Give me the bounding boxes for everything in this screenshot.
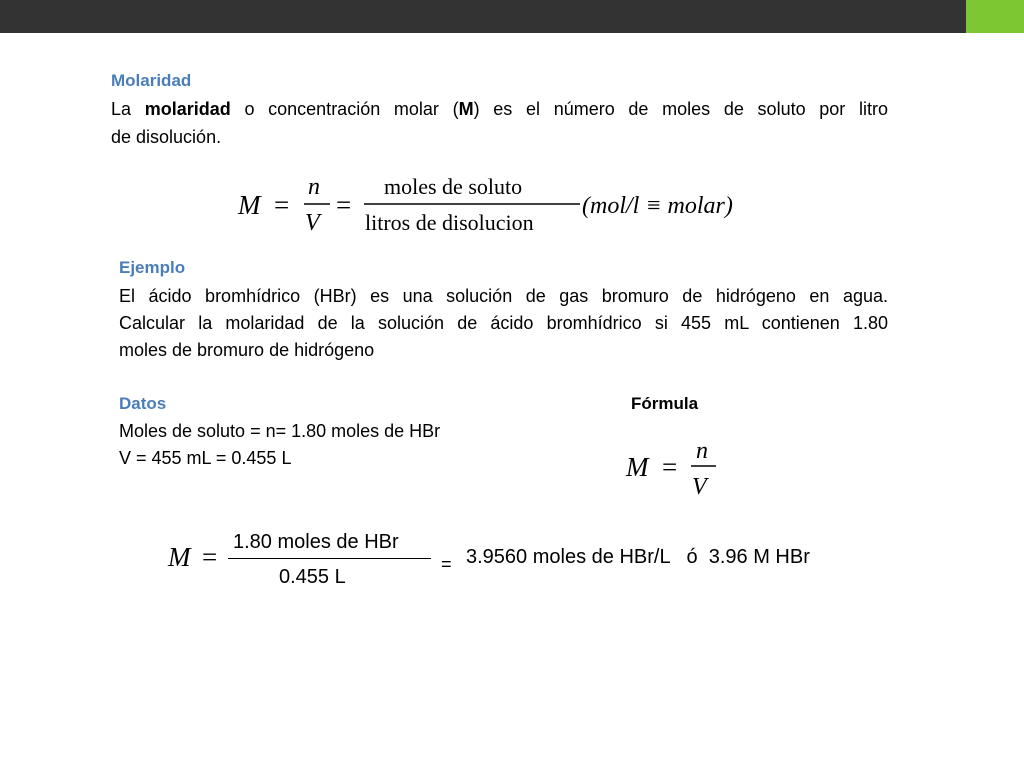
calc-M: M (168, 542, 191, 572)
definition-heading: Molaridad (111, 71, 192, 90)
calc-denominator: 0.455 L (279, 566, 346, 588)
formula-den-text: litros de disolucion (365, 210, 534, 235)
calc-eq-2: = (441, 554, 452, 574)
example-line-3: moles de bromuro de hidrógeno (119, 340, 375, 360)
molarity-formula (236, 170, 776, 238)
accent-bar (966, 0, 1024, 33)
simple-formula-M: M (626, 452, 649, 482)
top-bar (0, 0, 966, 33)
calc-eq: = (202, 542, 218, 572)
simple-formula-V: V (692, 474, 707, 500)
calc-numerator: 1.80 moles de HBr (233, 531, 399, 553)
calc-lhs (166, 540, 236, 576)
formula-eq-2: = (336, 190, 352, 220)
calc-fraction-bar (228, 558, 431, 559)
data-line-2: V = 455 mL = 0.455 L (119, 448, 292, 468)
example-line-2: Calcular la molaridad de la solución de ácido bromhídrico si 455 mL contienen 1.80 (119, 313, 888, 333)
formula-n: n (308, 174, 320, 200)
calc-result: 3.9560 moles de HBr/L ó 3.96 M HBr (466, 546, 810, 568)
formula-num-text: moles de soluto (384, 174, 523, 199)
formula-units: (mol/l ≡ molar) (582, 193, 733, 219)
formula-M: M (238, 190, 261, 220)
data-heading: Datos (119, 394, 167, 413)
example-heading: Ejemplo (119, 258, 186, 277)
formula-V: V (305, 210, 320, 236)
formula-heading: Fórmula (631, 394, 699, 413)
simple-formula (624, 438, 724, 500)
data-line-1: Moles de soluto = n= 1.80 moles de HBr (119, 421, 441, 441)
definition-line-2: de disolución. (111, 127, 222, 147)
simple-formula-eq: = (662, 452, 678, 482)
simple-formula-n: n (696, 438, 708, 464)
formula-eq-1: = (274, 190, 290, 220)
definition-line-1: La molaridad o concentración molar (M) es el número de moles de soluto por litro (111, 99, 888, 119)
example-line-1: El ácido bromhídrico (HBr) es una solución de gas bromuro de hidrógeno en agua. (119, 286, 888, 306)
